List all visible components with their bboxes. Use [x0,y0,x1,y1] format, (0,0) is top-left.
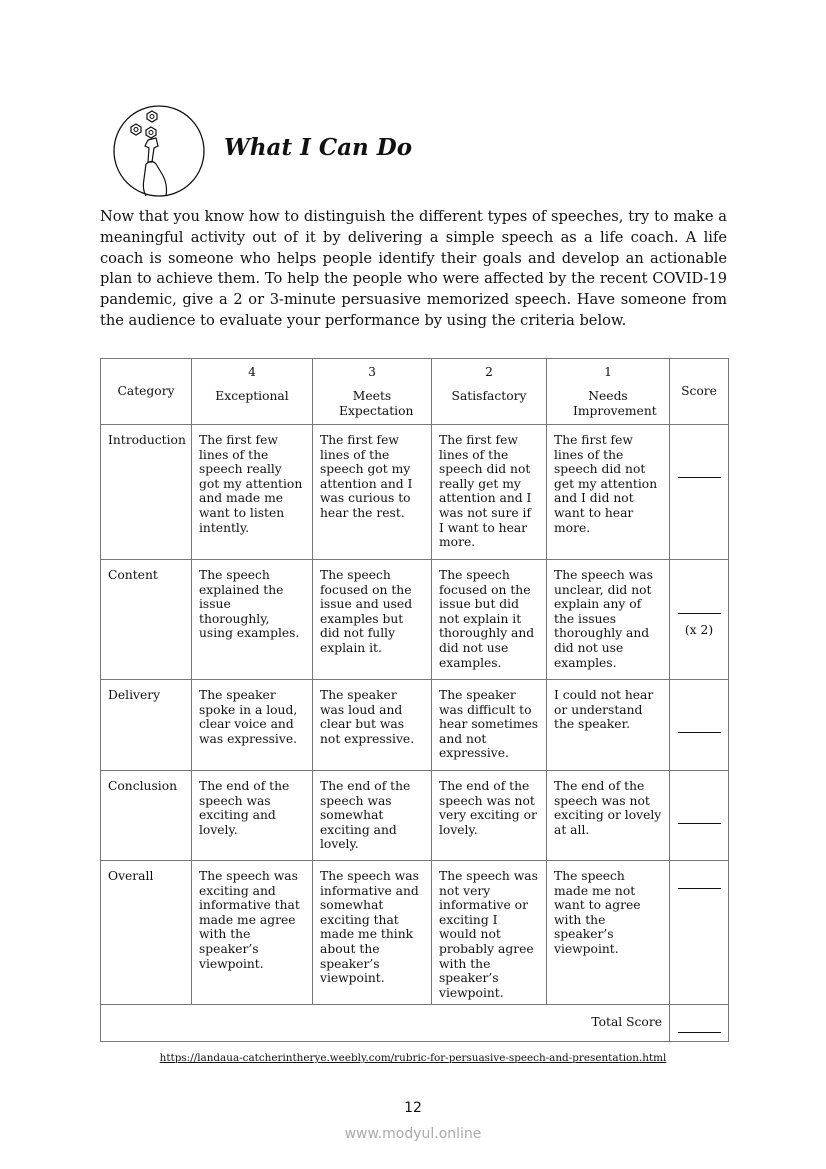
level-label: Needs Improvement [573,389,657,418]
criteria-cell: The first few lines of the speech did not really get my attention and I was not sure if I want to hear more. [432,425,547,560]
criteria-cell: The speech made me not want to agree with the speaker’s viewpoint. [547,861,670,1005]
score-blank[interactable] [678,732,721,733]
score-cell[interactable] [670,680,729,771]
level-label: Meets Expectation [339,389,414,418]
score-cell[interactable] [670,560,729,680]
watermark: www.modyul.online [344,1126,482,1142]
criteria-cell: The speech explained the issue thoroughly, using examples. [192,560,313,680]
criteria-cell: The speech was not very informative or exciting I would not probably agree with the speaker’s viewpoint. [432,861,547,1005]
level-number: 3 [368,364,376,379]
source-link[interactable]: https://landaua-catcherintherye.weebly.com/rubric-for-persuasive-speech-and-presentation.html [159,1052,667,1064]
score-blank[interactable] [678,477,721,478]
header-level-1 [547,359,670,425]
score-multiplier: (x 2) [684,623,714,637]
page-title: What I Can Do [224,134,413,161]
category-cell: Overall [101,861,192,1005]
level-label: Satisfactory [451,389,527,404]
criteria-cell: The speaker was loud and clear but was not expressive. [313,680,432,771]
score-blank[interactable] [678,823,721,824]
level-number: 4 [248,364,256,379]
page-number: 12 [404,1100,422,1116]
table-row-content [101,560,729,680]
criteria-cell: The speaker spoke in a loud, clear voice and was expressive. [192,680,313,771]
header-category: Category [101,359,192,425]
total-score-label: Total Score [101,1005,670,1042]
criteria-cell: The first few lines of the speech got my attention and I was curious to hear the rest. [313,425,432,560]
total-score-cell[interactable] [670,1005,729,1042]
criteria-cell: I could not hear or understand the speaker. [547,680,670,771]
table-row-delivery [101,680,729,771]
criteria-cell: The speaker was difficult to hear sometimes and not expressive. [432,680,547,771]
criteria-cell: The end of the speech was exciting and lovely. [192,771,313,861]
table-row-conclusion [101,771,729,861]
level-number: 2 [485,364,493,379]
criteria-cell: The end of the speech was not exciting or lovely at all. [547,771,670,861]
hand-wrench-gears-icon [112,104,206,198]
score-cell[interactable] [670,425,729,560]
score-blank[interactable] [678,1032,721,1033]
criteria-cell: The speech was informative and somewhat exciting that made me think about the speaker’s viewpoint. [313,861,432,1005]
header-level-2 [432,359,547,425]
table-row-overall [101,861,729,1005]
criteria-cell: The first few lines of the speech did not get my attention and I did not want to hear more. [547,425,670,560]
instructions-paragraph: Now that you know how to distinguish the different types of speeches, try to make a meaningful activity out of it by delivering a simple speech as a life coach. A life coach is someone who helps people identify their goals and develop an actionable plan to achieve them. To help the people who were affected by the recent COVID-19 pandemic, give a 2 or 3-minute persuasive memorized speech. Have someone from the audience to evaluate your performance by using the criteria below. [100,208,727,329]
score-blank[interactable] [678,888,721,889]
level-label: Exceptional [215,389,289,404]
criteria-cell: The speech focused on the issue and used examples but did not fully explain it. [313,560,432,680]
criteria-cell: The speech focused on the issue but did not explain it thoroughly and did not use examples. [432,560,547,680]
score-cell[interactable] [670,771,729,861]
category-cell: Content [101,560,192,680]
criteria-cell: The end of the speech was not very exciting or lovely. [432,771,547,861]
header-level-4 [192,359,313,425]
criteria-cell: The end of the speech was somewhat exciting and lovely. [313,771,432,861]
category-cell: Delivery [101,680,192,771]
category-cell: Introduction [101,425,192,560]
rubric-table [100,358,729,1042]
score-blank[interactable] [678,613,721,614]
level-number: 1 [604,364,612,379]
criteria-cell: The speech was unclear, did not explain any of the issues thoroughly and did not use examples. [547,560,670,680]
criteria-cell: The first few lines of the speech really got my attention and made me want to listen intently. [192,425,313,560]
header-score: Score [670,359,729,425]
table-header-row [101,359,729,425]
score-cell[interactable] [670,861,729,1005]
header-level-3 [313,359,432,425]
table-row-introduction [101,425,729,560]
category-cell: Conclusion [101,771,192,861]
criteria-cell: The speech was exciting and informative that made me agree with the speaker’s viewpoint. [192,861,313,1005]
table-row-total [101,1005,729,1042]
